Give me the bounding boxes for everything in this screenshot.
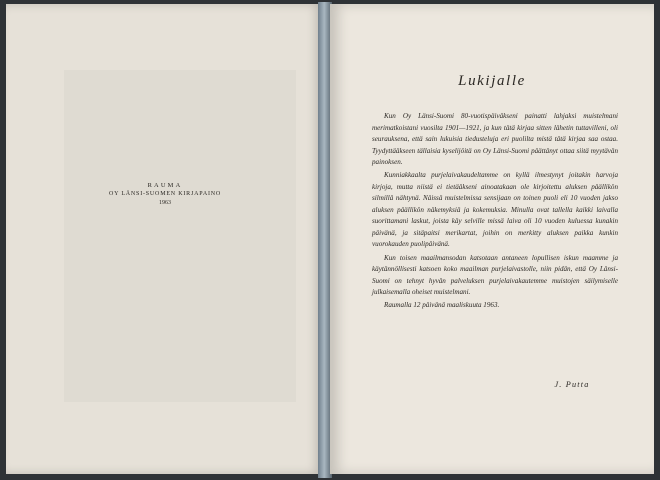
- imprint-city: RAUMA: [147, 182, 183, 189]
- printer-imprint: [60, 181, 270, 208]
- foreword-text: [372, 111, 618, 314]
- place-date-line: Raumalla 12 päivänä maaliskuuta 1963.: [384, 301, 500, 310]
- left-page: [6, 4, 322, 474]
- page-heading: Lukijalle: [458, 73, 526, 89]
- imprint-year: 1963: [159, 200, 171, 206]
- paragraph-3: Kun toisen maailmansodan katsotaan antaneen lopullisen iskun maamme ja käytännöllisesti katsoen koko maailman purjelaivastolle, niin pidän, että Oy Länsi-Suomi on tehnyt hyvän palveluksen purjelaivakautemme muistojen säilymiselle julkaisemalla oheiset muistelmani.: [372, 253, 618, 297]
- paragraph-2: Kunniakkaalta purjelaivakaudeltamme on kyllä ilmestynyt joitakin harvoja kirjoja, mutta niistä ei tietääkseni ainoatakaan ole kirjoitettu aluksen päällikön silmillä nähtynä. Näissä muistelmissa sensijaan on toinen puoli eli 10 vuoden jakso aluksen päällikön näkemyksiä ja kokemuksia. Minulla ovat tallella kaikki laivalla suorittamani laskut, joista käy selville missä laiva oli 10 vuoden kuluessa kunakin päivänä, ja sitäpaitsi merikartat, joihin on merkitty aluksen paikka kunkin vuorokauden puolipäivänä.: [372, 171, 618, 249]
- paragraph-1: Kun Oy Länsi-Suomi 80-vuotispäiväkseni painatti lahjaksi muistelmani merimatkoistani vuosilta 1901—1921, ja kun tätä kirjaa sitten lähetin tuttavilleni, oli seurauksena, että sain lukuisia tiedusteluja eri puolilta mistä tätä kirjaa saa ostaa. Tyydyttääkseen tällaisia kyselijöitä on Oy Länsi-Suomi päättänyt ottaa siitä myytävän painoksen.: [372, 112, 618, 166]
- bleed-through-ghost: [64, 70, 296, 402]
- author-signature: J. Putta: [554, 380, 590, 389]
- imprint-printer: OY LÄNSI-SUOMEN KIRJAPAINO: [108, 191, 222, 197]
